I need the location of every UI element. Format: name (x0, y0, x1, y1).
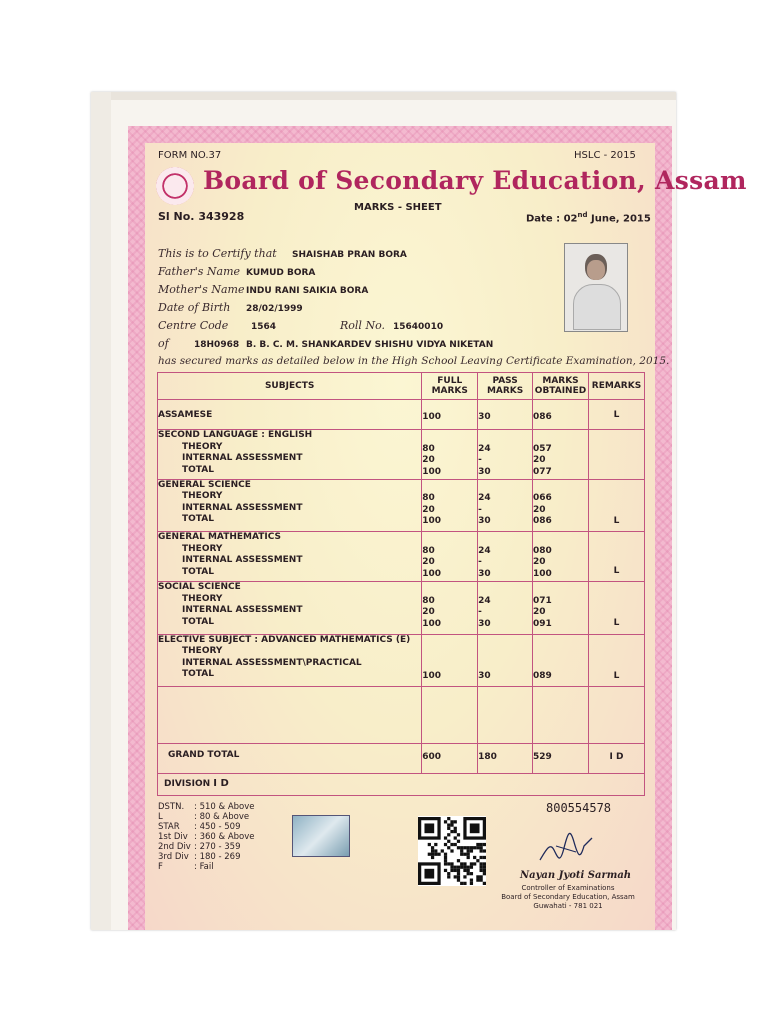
subject-component: INTERNAL ASSESSMENT\PRACTICAL (182, 657, 362, 668)
subject-name: GENERAL MATHEMATICS (158, 532, 281, 543)
pass-marks-cell (478, 582, 533, 634)
subject-component: THEORY (182, 646, 223, 657)
pass-marks-value: 30 (478, 516, 491, 527)
legend-item (158, 832, 255, 842)
division-cell (158, 773, 645, 795)
legend-code: STAR (158, 822, 180, 832)
subject-component: INTERNAL ASSESSMENT (182, 555, 303, 566)
school-name: B. B. C. M. SHANKARDEV SHISHU VIDYA NIKETAN (246, 340, 494, 350)
controller-place: Guwahati - 781 021 (533, 902, 603, 910)
full-marks-value: 80 (422, 493, 435, 504)
board-title: Board of Secondary Education, Assam (203, 166, 747, 195)
legend-range: : Fail (194, 862, 214, 872)
obtained-marks-value: 20 (533, 504, 546, 515)
date-of-birth: 28/02/1999 (246, 304, 303, 314)
legend-item (158, 812, 255, 822)
obtained-marks-value: 20 (533, 607, 546, 618)
date-suffix: nd (577, 211, 588, 219)
hologram-seal-icon (292, 815, 350, 857)
obtained-marks-value: 20 (533, 455, 546, 466)
photo-body (573, 284, 621, 330)
obtained-marks-value: 077 (533, 466, 552, 477)
remarks-value: L (613, 566, 620, 577)
table-row (158, 430, 645, 479)
obtained-marks-cell (533, 582, 589, 634)
full-marks-value: 100 (422, 466, 442, 477)
header-pass-marks: PASS MARKS (478, 373, 533, 400)
legend-code: F (158, 862, 163, 872)
full-marks-value: 100 (422, 516, 442, 527)
division-label: DIVISION (164, 779, 211, 790)
sl-no-value: 343928 (198, 210, 245, 223)
certificate-serial: 800554578 (546, 801, 612, 815)
header-full-marks: FULL MARKS (422, 373, 478, 400)
subject-component: THEORY (182, 441, 223, 452)
subject-cell (158, 479, 422, 531)
of-label: of (158, 337, 169, 350)
subject-cell (158, 430, 422, 479)
remarks-value: L (613, 515, 620, 526)
pass-marks-cell (478, 400, 533, 430)
legend-code: 2nd Div (158, 842, 191, 852)
division-row (158, 773, 645, 795)
subject-cell (158, 634, 422, 686)
subject-component: THEORY (182, 491, 223, 502)
table-row (158, 400, 645, 430)
subject-component: THEORY (182, 593, 223, 604)
header-marks-obtained: MARKS OBTAINED (533, 373, 589, 400)
header-remarks: REMARKS (589, 373, 645, 400)
pass-marks-value: 24 (478, 493, 491, 504)
pass-marks-value: - (478, 607, 482, 618)
division-value: I D (213, 778, 229, 790)
sl-no-label: Sl No. (158, 210, 195, 223)
grand-total-remarks: I D (589, 743, 645, 773)
blank-row (158, 687, 645, 743)
pass-marks-value: 30 (478, 618, 491, 629)
form-number: FORM NO.37 (158, 150, 222, 161)
grand-total-row (158, 743, 645, 773)
full-marks-value: 80 (422, 443, 435, 454)
mother-name: INDU RANI SAIKIA BORA (246, 286, 369, 296)
subject-component: TOTAL (182, 616, 214, 627)
qr-code-icon (418, 816, 486, 886)
centre-label: Centre Code (158, 319, 229, 332)
paper-left-edge (91, 92, 111, 930)
obtained-marks-value: 080 (533, 545, 552, 556)
father-name: KUMUD BORA (246, 268, 316, 278)
pass-marks-cell (478, 430, 533, 479)
legend-item (158, 852, 255, 862)
table-row (158, 479, 645, 531)
obtained-marks-cell (533, 479, 589, 531)
exam-code: HSLC - 2015 (574, 150, 636, 161)
obtained-marks-cell (533, 532, 589, 582)
legend-range: : 180 - 269 (194, 852, 241, 862)
obtained-marks-value: 071 (533, 595, 552, 606)
subject-name: GENERAL SCIENCE (158, 479, 251, 490)
full-marks-value: 100 (422, 412, 442, 423)
obtained-marks-value: 057 (533, 443, 552, 454)
table-row (158, 582, 645, 634)
full-marks-cell (422, 634, 478, 686)
student-name: SHAISHAB PRAN BORA (292, 250, 407, 260)
legend-item (158, 802, 255, 812)
obtained-marks-value: 20 (533, 557, 546, 568)
father-label: Father's Name (158, 265, 241, 278)
remarks-value: L (613, 670, 620, 681)
legend-item (158, 862, 255, 872)
controller-title: Controller of Examinations (521, 884, 615, 892)
document-title: MARKS - SHEET (354, 202, 442, 213)
roll-label: Roll No. (340, 319, 385, 332)
date-day: 02 (563, 213, 578, 225)
header-subjects: SUBJECTS (158, 373, 422, 400)
subject-component: TOTAL (182, 669, 214, 680)
remarks-cell (589, 430, 645, 479)
pass-marks-value: 30 (478, 412, 491, 423)
grade-legend (158, 802, 255, 872)
grand-total-obtained: 529 (533, 743, 589, 773)
full-marks-value: 20 (422, 557, 435, 568)
subject-cell (158, 582, 422, 634)
obtained-marks-cell (533, 634, 589, 686)
pass-marks-value: 24 (478, 545, 491, 556)
legend-range: : 510 & Above (194, 802, 255, 812)
subject-name: SECOND LANGUAGE : ENGLISH (158, 430, 313, 441)
grand-total-pass: 180 (478, 743, 533, 773)
remarks-value: L (613, 618, 620, 629)
legend-item (158, 822, 255, 832)
pass-marks-value: - (478, 557, 482, 568)
full-marks-value: 20 (422, 607, 435, 618)
full-marks-value: 20 (422, 504, 435, 515)
remarks-cell (589, 479, 645, 531)
remarks-cell (589, 582, 645, 634)
obtained-marks-cell (533, 400, 589, 430)
grand-total-full: 600 (422, 743, 478, 773)
photo-face (587, 260, 605, 280)
obtained-marks-value: 100 (533, 568, 552, 579)
roll-number: 15640010 (393, 322, 444, 332)
subject-component: INTERNAL ASSESSMENT (182, 502, 303, 513)
dob-label: Date of Birth (158, 301, 231, 314)
paper-top-edge (91, 92, 676, 100)
pass-marks-value: 30 (478, 466, 491, 477)
pass-marks-value: 30 (478, 670, 491, 681)
statement: has secured marks as detailed below in the High School Leaving Certificate Examination, 2015. (158, 355, 670, 367)
full-marks-cell (422, 582, 478, 634)
full-marks-value: 80 (422, 545, 435, 556)
table-header-row (158, 373, 645, 400)
obtained-marks-value: 086 (533, 516, 552, 527)
subject-component: INTERNAL ASSESSMENT (182, 605, 303, 616)
full-marks-value: 100 (422, 618, 442, 629)
certify-label: This is to Certify that (158, 247, 277, 260)
subject-component: INTERNAL ASSESSMENT (182, 453, 303, 464)
obtained-marks-cell (533, 430, 589, 479)
issue-date (526, 211, 651, 224)
pass-marks-cell (478, 479, 533, 531)
date-label: Date : (526, 213, 561, 225)
obtained-marks-value: 086 (533, 412, 552, 423)
subject-cell (158, 400, 422, 430)
full-marks-value: 80 (422, 595, 435, 606)
full-marks-value: 100 (422, 670, 442, 681)
pass-marks-value: - (478, 504, 482, 515)
pass-marks-cell (478, 532, 533, 582)
centre-code: 1564 (251, 322, 277, 332)
subject-cell (158, 532, 422, 582)
full-marks-value: 100 (422, 568, 442, 579)
obtained-marks-value: 089 (533, 670, 552, 681)
legend-range: : 270 - 359 (194, 842, 241, 852)
subject-component: THEORY (182, 543, 223, 554)
legend-range: : 360 & Above (194, 832, 255, 842)
table-row (158, 634, 645, 686)
controller-signature (536, 820, 596, 868)
legend-code: 3rd Div (158, 852, 189, 862)
controller-name: Nayan Jyoti Sarmah (520, 870, 632, 881)
subject-component: TOTAL (182, 514, 214, 525)
table-row (158, 532, 645, 582)
remarks-value (589, 430, 644, 462)
legend-code: L (158, 812, 163, 822)
subject-name: ASSAMESE (158, 410, 213, 421)
student-photo (564, 243, 628, 332)
full-marks-value: 20 (422, 455, 435, 466)
remarks-value: L (613, 410, 620, 421)
pass-marks-value: 30 (478, 568, 491, 579)
serial-number (158, 210, 244, 223)
pass-marks-value: 24 (478, 595, 491, 606)
full-marks-cell (422, 532, 478, 582)
subject-component: TOTAL (182, 566, 214, 577)
controller-org: Board of Secondary Education, Assam (501, 893, 635, 901)
subject-rows (158, 400, 645, 687)
legend-code: 1st Div (158, 832, 188, 842)
board-logo-icon (156, 167, 194, 205)
remarks-cell (589, 400, 645, 430)
subject-component: TOTAL (182, 464, 214, 475)
date-rest: June, 2015 (590, 213, 651, 225)
pass-marks-value: 24 (478, 443, 491, 454)
subject-name: ELECTIVE SUBJECT : ADVANCED MATHEMATICS (E) (158, 634, 411, 645)
full-marks-cell (422, 430, 478, 479)
pass-marks-cell (478, 634, 533, 686)
legend-item (158, 842, 255, 852)
subject-name: SOCIAL SCIENCE (158, 582, 241, 593)
full-marks-cell (422, 479, 478, 531)
mother-label: Mother's Name (158, 283, 245, 296)
legend-range: : 80 & Above (194, 812, 250, 822)
remarks-cell (589, 634, 645, 686)
obtained-marks-value: 066 (533, 493, 552, 504)
remarks-cell (589, 532, 645, 582)
marks-table (157, 372, 645, 796)
pass-marks-value: - (478, 455, 482, 466)
legend-code: DSTN. (158, 802, 185, 812)
school-code: 18H0968 (194, 340, 240, 350)
full-marks-cell (422, 400, 478, 430)
grand-total-label: GRAND TOTAL (158, 743, 422, 773)
obtained-marks-value: 091 (533, 618, 552, 629)
legend-range: : 450 - 509 (194, 822, 241, 832)
